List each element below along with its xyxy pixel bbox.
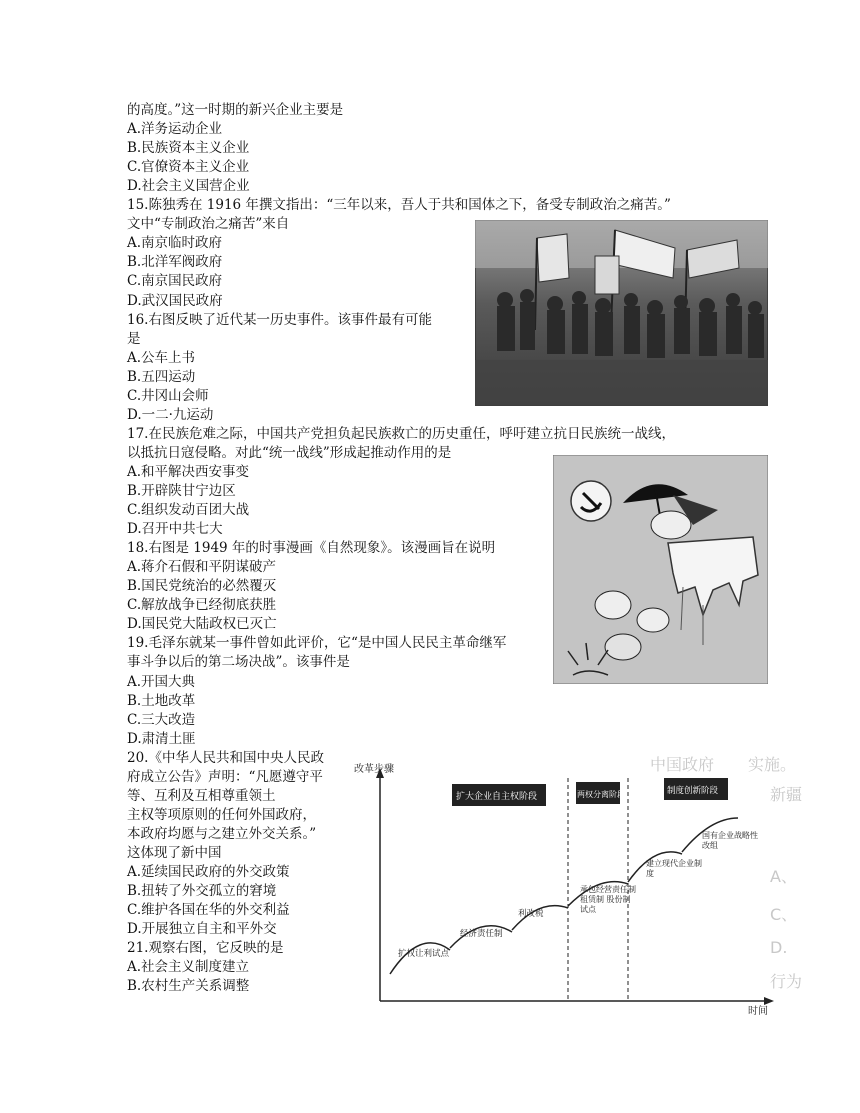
text-line: B.国民党统治的必然覆灭: [127, 578, 277, 595]
text-line: 19.毛泽东就某一事件曾如此评价，它“是中国人民民主革命继军: [127, 635, 507, 652]
text-line: A.洋务运动企业: [127, 121, 223, 138]
step-label: 经济责任制: [460, 929, 503, 939]
text-line: D.肃清土匪: [127, 730, 196, 747]
text-line: D.国民党大陆政权已灭亡: [127, 616, 277, 633]
y-axis-label: 改革步骤: [354, 764, 394, 775]
text-line: A.开国大典: [127, 673, 196, 690]
step-label: 建立现代企业制度: [646, 859, 702, 878]
text-line: C.官僚资本主义企业: [127, 159, 250, 176]
text-line: A.蒋介石假和平阴谋破产: [127, 559, 277, 576]
text-line: B.北洋军阀政府: [127, 254, 223, 271]
text-line: 本政府均愿与之建立外交关系。”: [127, 825, 317, 842]
text-line: 是: [127, 330, 141, 347]
text-line: D.开展独立自主和平外交: [127, 921, 277, 938]
text-line: C.井冈山会师: [127, 387, 209, 404]
text-line: A.南京临时政府: [127, 235, 223, 252]
text-line: A.公车上书: [127, 349, 196, 366]
text-line: 16.右图反映了近代某一历史事件。该事件最有可能: [127, 311, 432, 328]
step-label: 利改税: [518, 909, 544, 919]
cartoon-image: [553, 455, 768, 684]
text-line: D.召开中共七大: [127, 521, 223, 538]
bleed-text: 实施。: [748, 756, 797, 774]
text-line: C.南京国民政府: [127, 273, 223, 290]
text-line: C.组织发动百团大战: [127, 502, 250, 519]
text-line: 府成立公告》声明：“凡愿遵守平: [127, 768, 323, 785]
text-line: B.土地改革: [127, 692, 196, 709]
text-line: 18.右图是 1949 年的时事漫画《自然现象》。该漫画旨在说明: [127, 540, 496, 557]
text-line: 等、互利及互相尊重领土: [127, 787, 276, 804]
text-line: C.三大改造: [127, 711, 196, 728]
text-line: 文中“专制政治之痛苦”来自: [127, 216, 290, 233]
text-line: D.社会主义国营企业: [127, 178, 250, 195]
text-line: D.武汉国民政府: [127, 292, 223, 309]
bleed-text: A、: [770, 867, 797, 886]
text-line: 以抵抗日寇侵略。对此“统一战线”形成起推动作用的是: [127, 444, 452, 461]
text-line: 17.在民族危难之际，中国共产党担负起民族救亡的历史重任，呼吁建立抗日民族统一战线，: [127, 425, 675, 442]
text-line: 15.陈独秀在 1916 年撰文指出：“三年以来，吾人于共和国体之下，备受专制政治之痛苦。”: [127, 197, 671, 214]
text-line: 的高度。”这一时期的新兴企业主要是: [127, 102, 344, 118]
step-label: 国有企业战略性改组: [702, 831, 758, 850]
bleed-text: 行为: [770, 972, 803, 991]
text-line: A.延续国民政府的外交政策: [127, 864, 290, 880]
text-line: B.五四运动: [127, 368, 196, 385]
text-line: B.扭转了外交孤立的窘境: [127, 883, 277, 900]
text-line: 事斗争以后的第二场决战”。该事件是: [127, 654, 350, 671]
step-label: 承包经营责任制租赁制 股份制试点: [580, 885, 636, 914]
hammer-sickle-icon: [571, 481, 611, 521]
text-line: B.农村生产关系调整: [127, 978, 250, 995]
text-line: 21.观察右图，它反映的是: [127, 940, 284, 957]
bleed-text: 新疆: [770, 785, 803, 804]
text-line: A.和平解决西安事变: [127, 463, 250, 480]
text-line: 这体现了新中国: [127, 844, 222, 861]
text-line: B.民族资本主义企业: [127, 140, 250, 157]
text-line: D.一二·九运动: [127, 406, 214, 423]
text-line: B.开辟陕甘宁边区: [127, 483, 236, 499]
text-line: C.维护各国在华的外交利益: [127, 902, 290, 919]
phase-label: 扩大企业自主权阶段: [456, 792, 538, 802]
bleed-text: D.: [770, 938, 788, 957]
text-line: C.解放战争已经彻底获胜: [127, 597, 277, 614]
text-line: A.社会主义制度建立: [127, 959, 250, 976]
reform-stage-diagram: [350, 756, 820, 1021]
step-label: 扩权让利试点: [398, 949, 450, 959]
bleed-text: 中国政府: [650, 756, 715, 774]
bleed-text: C、: [770, 905, 798, 924]
x-axis-label: 时间: [748, 1006, 768, 1017]
text-line: 20.《中华人民共和国中央人民政: [127, 749, 324, 766]
phase-label: 制度创新阶段: [667, 786, 719, 796]
text-line: 主权等项原则的任何外国政府，: [127, 806, 316, 823]
phase-label: 两权分离阶段: [577, 790, 625, 799]
protest-photo: [475, 220, 768, 406]
